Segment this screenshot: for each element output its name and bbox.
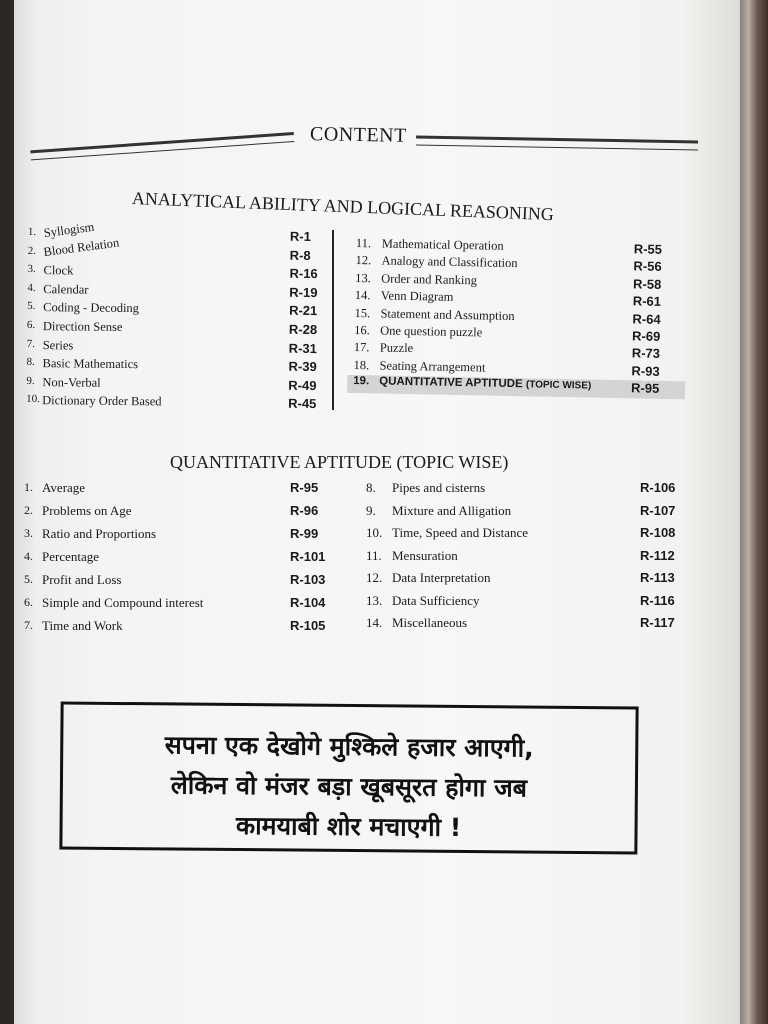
entry-page: R-45 — [288, 396, 317, 412]
entry-label: One question puzzle — [380, 323, 483, 340]
entry-number: 11. — [355, 236, 372, 251]
entry-number: 3. — [24, 526, 33, 540]
entry-page: R-58 — [632, 276, 662, 292]
toc-entry[interactable] — [366, 525, 696, 548]
entry-label: Series — [42, 337, 74, 353]
entry-page: R-104 — [290, 595, 326, 610]
entry-page: R-95 — [290, 480, 319, 495]
entry-page: R-113 — [640, 570, 675, 585]
entry-label: Order and Ranking — [381, 271, 478, 288]
entry-number: 1. — [24, 480, 33, 494]
entry-number: 19. — [353, 375, 370, 388]
entry-number: 17. — [353, 340, 370, 355]
entry-label: Basic Mathematics — [42, 356, 139, 372]
toc-entry[interactable] — [24, 595, 344, 618]
entry-page: R-31 — [288, 340, 318, 356]
entry-number: 18. — [353, 357, 370, 373]
toc-reasoning-right-column — [353, 236, 696, 399]
entry-page: R-19 — [289, 284, 318, 300]
toc-entry[interactable] — [24, 572, 344, 595]
entry-label: Time, Speed and Distance — [392, 525, 528, 540]
entry-page: R-1 — [289, 228, 311, 244]
entry-label: Problems on Age — [42, 503, 132, 518]
entry-page: R-106 — [640, 480, 676, 495]
entry-number: 13. — [366, 592, 383, 608]
entry-label-main: QUANTITATIVE APTITUDE — [379, 375, 523, 391]
motivational-quote-box — [59, 701, 638, 854]
entry-number: 6. — [24, 595, 33, 609]
entry-page: R-28 — [288, 321, 318, 338]
entry-label: Seating Arrangement — [379, 358, 486, 375]
entry-page: R-108 — [640, 525, 676, 540]
entry-page: R-21 — [289, 303, 318, 319]
entry-page: R-103 — [290, 572, 326, 587]
entry-label: Puzzle — [379, 340, 414, 356]
section-title-quant: QUANTITATIVE APTITUDE (TOPIC WISE) — [170, 452, 509, 472]
entry-label: Miscellaneous — [392, 615, 468, 630]
entry-number: 9. — [366, 502, 376, 518]
entry-page: R-105 — [290, 618, 326, 633]
entry-number: 2. — [24, 503, 33, 517]
entry-label: Syllogism — [42, 219, 96, 241]
entry-page: R-117 — [640, 615, 675, 630]
column-divider — [332, 230, 334, 410]
toc-entry[interactable] — [366, 570, 696, 593]
entry-label: Percentage — [42, 549, 100, 564]
toc-entry[interactable] — [366, 615, 696, 638]
entry-number: 5. — [27, 300, 36, 313]
entry-number: 5. — [24, 572, 33, 586]
section-title-reasoning: ANALYTICAL ABILITY AND LOGICAL REASONING — [131, 188, 555, 225]
toc-entry[interactable] — [24, 480, 344, 503]
heading-rule-left — [30, 132, 294, 160]
entry-label: Statement and Assumption — [380, 306, 515, 323]
entry-page: R-69 — [631, 328, 661, 344]
entry-number: 13. — [355, 270, 371, 286]
entry-label: Profit and Loss — [42, 572, 122, 587]
entry-label: Average — [42, 480, 86, 495]
entry-page: R-61 — [632, 293, 662, 310]
entry-number: 8. — [366, 480, 376, 495]
entry-label: Data Interpretation — [392, 570, 491, 585]
page-title: CONTENT — [309, 123, 408, 147]
entry-label: Clock — [43, 263, 74, 278]
entry-number: 11. — [366, 547, 382, 563]
entry-number: 7. — [24, 618, 33, 632]
toc-entry[interactable] — [24, 503, 344, 526]
entry-page: R-107 — [640, 502, 676, 518]
entry-page: R-39 — [288, 358, 317, 375]
entry-page: R-56 — [633, 258, 662, 275]
entry-page: R-116 — [640, 592, 675, 608]
toc-entry[interactable] — [366, 593, 696, 616]
page-edge — [740, 0, 768, 1024]
entry-page: R-55 — [633, 241, 663, 257]
entry-number: 16. — [354, 322, 370, 338]
toc-quant-left-column — [24, 480, 344, 641]
entry-label: Data Sufficiency — [392, 592, 480, 608]
entry-number: 15. — [354, 305, 371, 320]
entry-page: R-64 — [632, 310, 661, 327]
entry-label: Mensuration — [392, 547, 458, 563]
entry-page: R-95 — [630, 380, 660, 396]
quote-line-3: कामयाबी शोर मचाएगी ! — [235, 811, 462, 842]
entry-label: Simple and Compound interest — [42, 595, 204, 610]
entry-label: Ratio and Proportions — [42, 526, 157, 541]
entry-label: Calendar — [43, 281, 89, 297]
entry-page: R-99 — [290, 526, 319, 541]
entry-number: 10. — [26, 393, 40, 406]
entry-number: 12. — [366, 570, 383, 585]
toc-quant-right-column — [366, 480, 696, 638]
entry-label: Non-Verbal — [42, 374, 101, 390]
entry-page: R-93 — [631, 363, 660, 379]
document-page — [14, 0, 740, 1024]
entry-label-sub: (TOPIC WISE) — [525, 379, 592, 392]
entry-number: 2. — [27, 244, 37, 257]
entry-page: R-73 — [631, 345, 661, 362]
entry-number: 4. — [27, 281, 36, 294]
entry-number: 1. — [27, 226, 37, 239]
entry-page: R-101 — [290, 549, 326, 564]
entry-label: Pipes and cisterns — [392, 480, 486, 495]
entry-label: Direction Sense — [42, 319, 123, 334]
entry-number: 14. — [366, 615, 383, 630]
entry-label: Venn Diagram — [380, 288, 454, 305]
entry-number: 8. — [26, 356, 35, 369]
quote-line-2: लेकिन वो मंजर बड़ा खूबसूरत होगा जब — [170, 770, 528, 803]
entry-number: 4. — [24, 549, 33, 563]
toc-entry[interactable] — [24, 618, 344, 641]
entry-number: 6. — [26, 318, 36, 332]
toc-reasoning-left-column — [26, 219, 328, 415]
entry-label: Time and Work — [42, 618, 123, 633]
toc-entry[interactable] — [26, 393, 326, 415]
entry-page: R-16 — [289, 265, 318, 282]
entry-number: 7. — [26, 337, 36, 350]
entry-label: Analogy and Classification — [381, 253, 518, 271]
entry-label: Coding - Decoding — [43, 300, 140, 316]
content-heading — [28, 122, 698, 162]
entry-label: Dictionary Order Based — [42, 393, 162, 409]
entry-number: 14. — [354, 288, 371, 303]
toc-entry[interactable] — [366, 503, 696, 526]
entry-page: R-96 — [290, 503, 319, 518]
quote-line-1: सपना एक देखोगे मुश्किले हजार आएगी, — [164, 730, 534, 763]
toc-entry[interactable] — [366, 480, 696, 503]
heading-rule-right — [416, 136, 698, 151]
entry-label: Blood Relation — [42, 235, 120, 259]
toc-entry[interactable] — [366, 548, 696, 571]
entry-label: Mixture and Alligation — [392, 502, 512, 518]
entry-number: 9. — [26, 374, 35, 387]
entry-number: 3. — [27, 263, 36, 276]
entry-number: 12. — [355, 253, 372, 268]
entry-number: 10. — [366, 525, 383, 540]
toc-entry[interactable] — [24, 526, 344, 549]
entry-page: R-112 — [640, 547, 675, 563]
entry-page: R-49 — [288, 377, 317, 393]
entry-label: Mathematical Operation — [381, 236, 504, 253]
entry-page: R-8 — [289, 247, 311, 263]
toc-entry[interactable] — [24, 549, 344, 572]
